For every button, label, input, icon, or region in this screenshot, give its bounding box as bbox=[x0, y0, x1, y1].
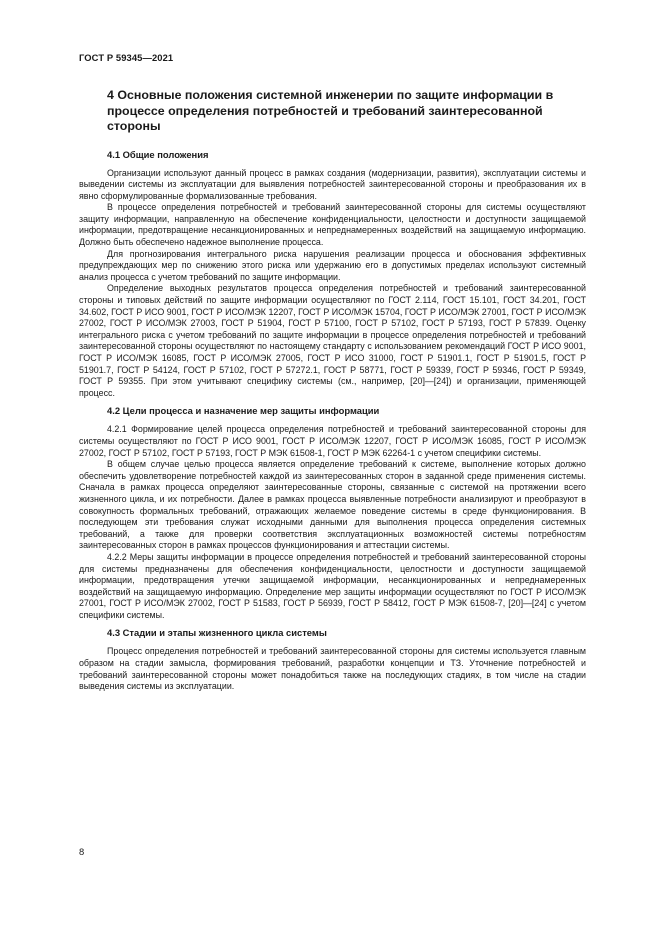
subsection-4-2-title: 4.2 Цели процесса и назначение мер защиты информации bbox=[107, 405, 380, 417]
paragraph: Для прогнозирования интегрального риска нарушения реализации процесса и обоснования эффективных предупреждающих мер по снижению этого риска или удержанию его в допустимых пределах используют системный анализ процесса с учетом требований по защите информации. bbox=[79, 248, 586, 282]
paragraph: В процессе определения потребностей и требований заинтересованной стороны для системы осуществляют защиту информации, направленную на обеспечение конфиденциальности, целостности и доступности защищаемой информации, предотвращение несанкционированных и непреднамеренных воздействий на защищаемую информацию. Должно быть обеспечено надежное выполнение процесса. bbox=[79, 202, 586, 248]
paragraph: Процесс определения потребностей и требований заинтересованной стороны для системы используется главным образом на стадии замысла, формирования требований, разработки концепции и ТЗ. Уточнение потребностей и требований заинтересованной стороны может понадобиться также на последующих стадиях, в том числе на стадии выведения системы из эксплуатации. bbox=[79, 646, 586, 692]
subsection-4-3-body bbox=[79, 646, 586, 692]
page-content bbox=[79, 88, 586, 693]
paragraph: 4.2.2 Меры защиты информации в процессе определения потребностей и требований заинтересованной стороны для системы предназначены для обеспечения конфиденциальности, целостности и доступности защищаемой информации, предотвращения утечки защищаемой информации, несанкционированных и непреднамеренных воздействий на защищаемую информацию. Определение мер защиты информации осуществляют по ГОСТ Р ИСО/МЭК 27001, ГОСТ Р ИСО/МЭК 27002, ГОСТ Р 51583, ГОСТ Р 56939, ГОСТ Р 58412, ГОСТ Р МЭК 61508-7, [20]—[24] с учетом специфики системы. bbox=[79, 551, 586, 620]
page-number: 8 bbox=[79, 846, 85, 857]
subsection-4-1-body bbox=[79, 168, 586, 400]
paragraph: В общем случае целью процесса является определение требований к системе, выполнение которых должно обеспечить удовлетворение потребностей каждой из заинтересованных сторон в заданной среде применения системы. Сначала в рамках процесса определяют заинтересованные стороны, связанные с системой на протяжении всего жизненного цикла, и их потребности. Далее в рамках процесса выявленные потребности анализируют и преобразуют в совокупность формальных требований, отражающих желаемое поведение системы в среде функционирования. В последующем эти требования служат исходными данными для выполнения процесса определения системных требований, а также для проверки соответствия эксплуатационных возможностей системы потребностям заинтересованных сторон в рамках процессов функционирования и аттестации системы. bbox=[79, 459, 586, 551]
standard-header: ГОСТ Р 59345—2021 bbox=[79, 52, 174, 63]
paragraph: Организации используют данный процесс в рамках создания (модернизации, развития), эксплуатации системы и выведении системы из эксплуатации для выявления потребностей заинтересованной стороны и преобразования их в явно сформулированные формализованные требования. bbox=[79, 167, 586, 201]
subsection-4-1-title: 4.1 Общие положения bbox=[107, 148, 209, 160]
paragraph: Определение выходных результатов процесса определения потребностей и требований заинтересованной стороны и типовых действий по защите информации осуществляют по ГОСТ 2.114, ГОСТ 15.101, ГОСТ 34.201, ГОСТ 34.602, ГОСТ Р ИСО 9001, ГОСТ Р ИСО/МЭК 12207, ГОСТ Р ИСО/МЭК 15704, ГОСТ Р ИСО/МЭК 27001, ГОСТ Р ИСО/МЭК 27002, ГОСТ Р ИСО/МЭК 27003, ГОСТ Р 51904, ГОСТ Р 57100, ГОСТ Р 57102, ГОСТ Р 57193, ГОСТ Р 57839. Оценку интегрального риска с учетом требований по защите информации в процессе определения потребностей и требований заинтересованной стороны осуществляют по настоящему стандарту с использованием рекомендаций ГОСТ Р ИСО 9001, ГОСТ Р ИСО/МЭК 16085, ГОСТ Р ИСО/МЭК 27005, ГОСТ Р ИСО 31000, ГОСТ Р 51901.1, ГОСТ Р 51901.5, ГОСТ Р 51901.7, ГОСТ Р 54124, ГОСТ Р 57102, ГОСТ Р 57272.1, ГОСТ Р 58771, ГОСТ Р 59339, ГОСТ Р 59346, ГОСТ Р 59349, ГОСТ Р 59355. При этом учитывают специфику системы (см., например, [20]—[24]) и организации, применяющей процесс. bbox=[79, 283, 586, 398]
subsection-4-2-body bbox=[79, 424, 586, 621]
subsection-4-3-title: 4.3 Стадии и этапы жизненного цикла системы bbox=[107, 627, 327, 639]
section-4-title: 4 Основные положения системной инженерии по защите информации в процессе определения потребностей и требований заинтересованной стороны bbox=[107, 88, 554, 133]
paragraph: 4.2.1 Формирование целей процесса определения потребностей и требований заинтересованной стороны для системы осуществляют по ГОСТ Р ИСО 9001, ГОСТ Р ИСО/МЭК 12207, ГОСТ Р ИСО/МЭК 16085, ГОСТ Р ИСО/МЭК 27002, ГОСТ Р 57102, ГОСТ Р 57193, ГОСТ Р МЭК 61508-1, ГОСТ Р МЭК 62264-1 с учетом специфики системы. bbox=[79, 424, 586, 458]
